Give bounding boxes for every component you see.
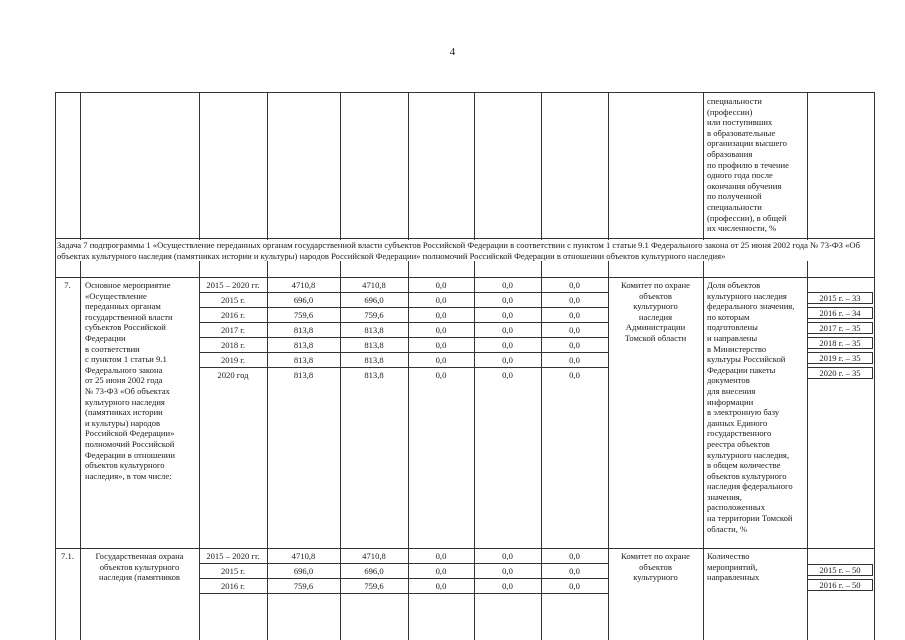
row-7-1-indicator: Количество мероприятий, направленных [707, 551, 760, 583]
row-7-1-number: 7.1. [61, 551, 74, 561]
page-number: 4 [449, 46, 456, 58]
indicator-text-top: специальности (профессии) или поступивших в образовательные организации высшего образования по профилю в течение одного года после окончания обучения по полученной специальности (профессии), в общей их численности, % [707, 96, 789, 234]
row-7-1-name: Государственная охрана объектов культурного наследия (памятников [95, 551, 184, 583]
row-7-1-executor: Комитет по охране объектов культурного [621, 551, 690, 583]
program-table: специальности (профессии) или поступивших в образовательные организации высшего образования по профилю в течение одного года после окончания обучения по полученной специальности (профессии), в общей их численности, % Задача 7 подпрограммы 1 «Осуществление переданных органам государственной власти субъектов Российской Федерации в соответствии с пунктом 1 статьи 9.1 Федерального закона от 25 июня 2002 года № 73-ФЗ «Об объектах культурного наследия (памятниках истории и культуры) народов Российской Федерации» полномочий Российской Федерации в отношении объектов культурного наследия» 7. Основное мероприятие «Осуществление переданных органам государственной власти субъектов Российской Федерации в соответствии с пунктом 1 статьи 9.1 Федерального закона от 25 июня 2002 года № 73-ФЗ «Об объектах культурного наследия (памятниках истории и культуры) народов Российской Федерации» полномочий Российской Федерации в отношении объектов культурного наследия», в том числе: 2015 – 2020 гг. 4710,8 4710,8 0,0 0,0 0,0 2015 г. 696,0 696,0 0,0 0,0 0,0 2016 г. 759,6 759,6 0,0 0,0 0,0 2017 г. 813,8 813,8 0,0 0,0 0,0 2018 г. 813,8 813,8 0,0 0,0 0,0 2019 г. 813,8 813,8 0,0 0,0 0,0 2020 год 813,8 813,8 0,0 0,0 0,0 Комитет по охране объектов культурного наследия Администрации Томской области Доля объектов культурного наследия федерального значения, по которым подготовлены и направлены в Министерство культуры Российской Федерации пакеты документов для внесения информации в электронную базу данных Единого государственного реестра объектов культурного наследия, в общем количестве объектов культурного наследия федерального значения, расположенных на территории Томской области, % 2015 г. – 33 2016 г. – 34 2017 г. – 35 2018 г. – 35 2019 г. – 35 2020 г. – 35 7.1. Государственная охрана объектов культурного наследия (памятников 2015 – 2020 гг. 4710,8 4710,8 0,0 0,0 0,0 2015 г. 696,0 696,0 0,0 0,0 0,0 2016 г. 759,6 759,6 0,0 0,0 0,0 Комитет по охране объектов культурного Количество мероприятий, направленных 2015 г. – 50 2016 г. – 50 [55, 92, 875, 640]
row-7-executor: Комитет по охране объектов культурного наследия Администрации Томской области [621, 280, 690, 343]
task-7-heading: Задача 7 подпрограммы 1 «Осуществление переданных органам государственной власти субъектов Российской Федерации в соответствии с пунктом 1 статьи 9.1 Федерального закона от 25 июня 2002 года № 73-ФЗ «Об объектах культурного наследия (памятниках истории и культуры) народов Российской Федерации» полномочий Российской Федерации в отношении объектов культурного наследия» [57, 240, 871, 261]
row-7-number: 7. [64, 280, 71, 290]
row-7-indicator: Доля объектов культурного наследия федерального значения, по которым подготовлены и направлены в Министерство культуры Российской Федерации пакеты документов для внесения информации в электронную базу данных Единого государственного реестра объектов культурного наследия, в общем количестве объектов культурного наследия федерального значения, расположенных на территории Томской области, % [707, 280, 795, 534]
row-7-name: Основное мероприятие «Осуществление переданных органам государственной власти субъектов Российской Федерации в соответствии с пунктом 1 статьи 9.1 Федерального закона от 25 июня 2002 года № 73-ФЗ «Об объектах культурного наследия (памятниках истории и культуры) народов Российской Федерации» полномочий Российской Федерации в отношении объектов культурного наследия», в том числе: [85, 280, 176, 481]
